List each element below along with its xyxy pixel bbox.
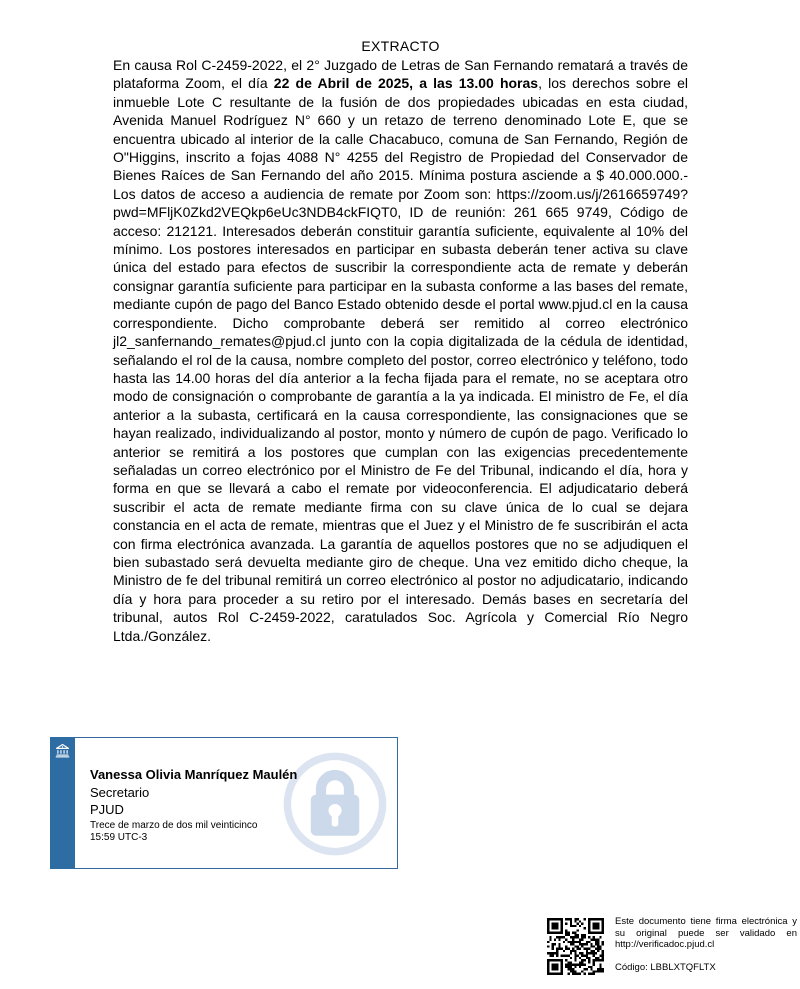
document-paragraph: En causa Rol C-2459-2022, el 2° Juzgado de Letras de San Fernando rematará a través de plataforma Zoom, el día 22 de Abril de 2025, a las 13.00 horas, los derechos sobre el inmueble Lote C resultante de la fusión de dos propiedades ubicadas en esta ciudad, Avenida Manuel Rodríguez N° 660 y un retazo de terreno denominado Lote E, que se encuentra ubicado al interior de la calle Chacabuco, comuna de San Fernando, Región de O"Higgins, inscrito a fojas 4088 N° 4255 del Registro de Propiedad del Conservador de Bienes Raíces de San Fernando del año 2015. Mínima postura asciende a $ 40.000.000.- Los datos de acceso a audiencia de remate por Zoom son: https://zoom.us/j/2616659749?pwd=MFljK0Zkd2VEQkp6eUc3NDB4ckFIQT0, ID de reunión: 261 665 9749, Código de acceso: 212121. Interesados deberán constituir garantía suficiente, equivalente al 10% del mínimo. Los postores interesados en participar en subasta deberán tener activa su clave única del estado para efectos de suscribir la correspondiente acta de remate y deberán consignar garantía suficiente para participar en la subasta conforme a las bases del remate, mediante cupón de pago del Banco Estado obtenido desde el portal www.pjud.cl en la causa correspondiente. Dicho comprobante deberá ser remitido al correo electrónico jl2_sanfernando_remates@pjud.cl junto con la copia digitalizada de la cédula de identidad, señalando el rol de la causa, nombre completo del postor, correo electrónico y teléfono, todo hasta las 14.00 horas del día anterior a la fecha fijada para el remate, no se aceptara otro modo de consignación o comprobante de garantía a la ya indicada. El ministro de Fe, el día anterior a la subasta, certificará en la causa correspondiente, las consignaciones que se hayan realizado, individualizando al postor, monto y número de cupón de pago. Verificado lo anterior se remitirá a los postores que cumplan con las exigencias precedentemente señaladas un correo electrónico por el Ministro de Fe del Tribunal, indicando el día, hora y forma en que se llevará a cabo el remate por videoconferencia. El adjudicatario deberá suscribir el acta de remate mediante firma con su clave única de lo cual se dejara constancia en el acta de remate, mientras que el Juez y el Ministro de fe suscribirán el acta con firma electrónica avanzada. La garantía de aquellos postores que no se adjudiquen el bien subastado será devuelta mediante giro de cheque. Una vez emitido dicho cheque, la Ministro de fe del tribunal remitirá un correo electrónico al postor no adjudicatario, indicando día y hora para proceder a su retiro por el interesado. Demás bases en secretaría del tribunal, autos Rol C-2459-2022, caratulados Soc. Agrícola y Comercial Río Negro Ltda./González. [113,57,688,644]
verification-text [615,916,797,973]
courthouse-icon [54,742,71,759]
signature-box [50,737,398,869]
signature-time: 15:59 UTC-3 [90,832,148,843]
document-title: EXTRACTO [361,38,440,54]
qr-code [547,918,604,975]
signature-date: Trece de marzo de dos mil veinticinco [90,820,258,831]
signature-sidebar [50,737,75,869]
verification-code [615,962,797,974]
verification-code-value: LBBLXTQFLTX [650,961,716,973]
verification-note: Este documento tiene firma electrónica y su original puede ser validado en http://verificadoc.pjud.cl [615,916,797,950]
verification-code-label: Código: [615,961,648,973]
signature-details [90,766,389,844]
signer-organization: PJUD [90,802,124,817]
signer-name: Vanessa Olivia Manríquez Maulén [90,767,298,782]
signer-role: Secretario [90,785,150,800]
